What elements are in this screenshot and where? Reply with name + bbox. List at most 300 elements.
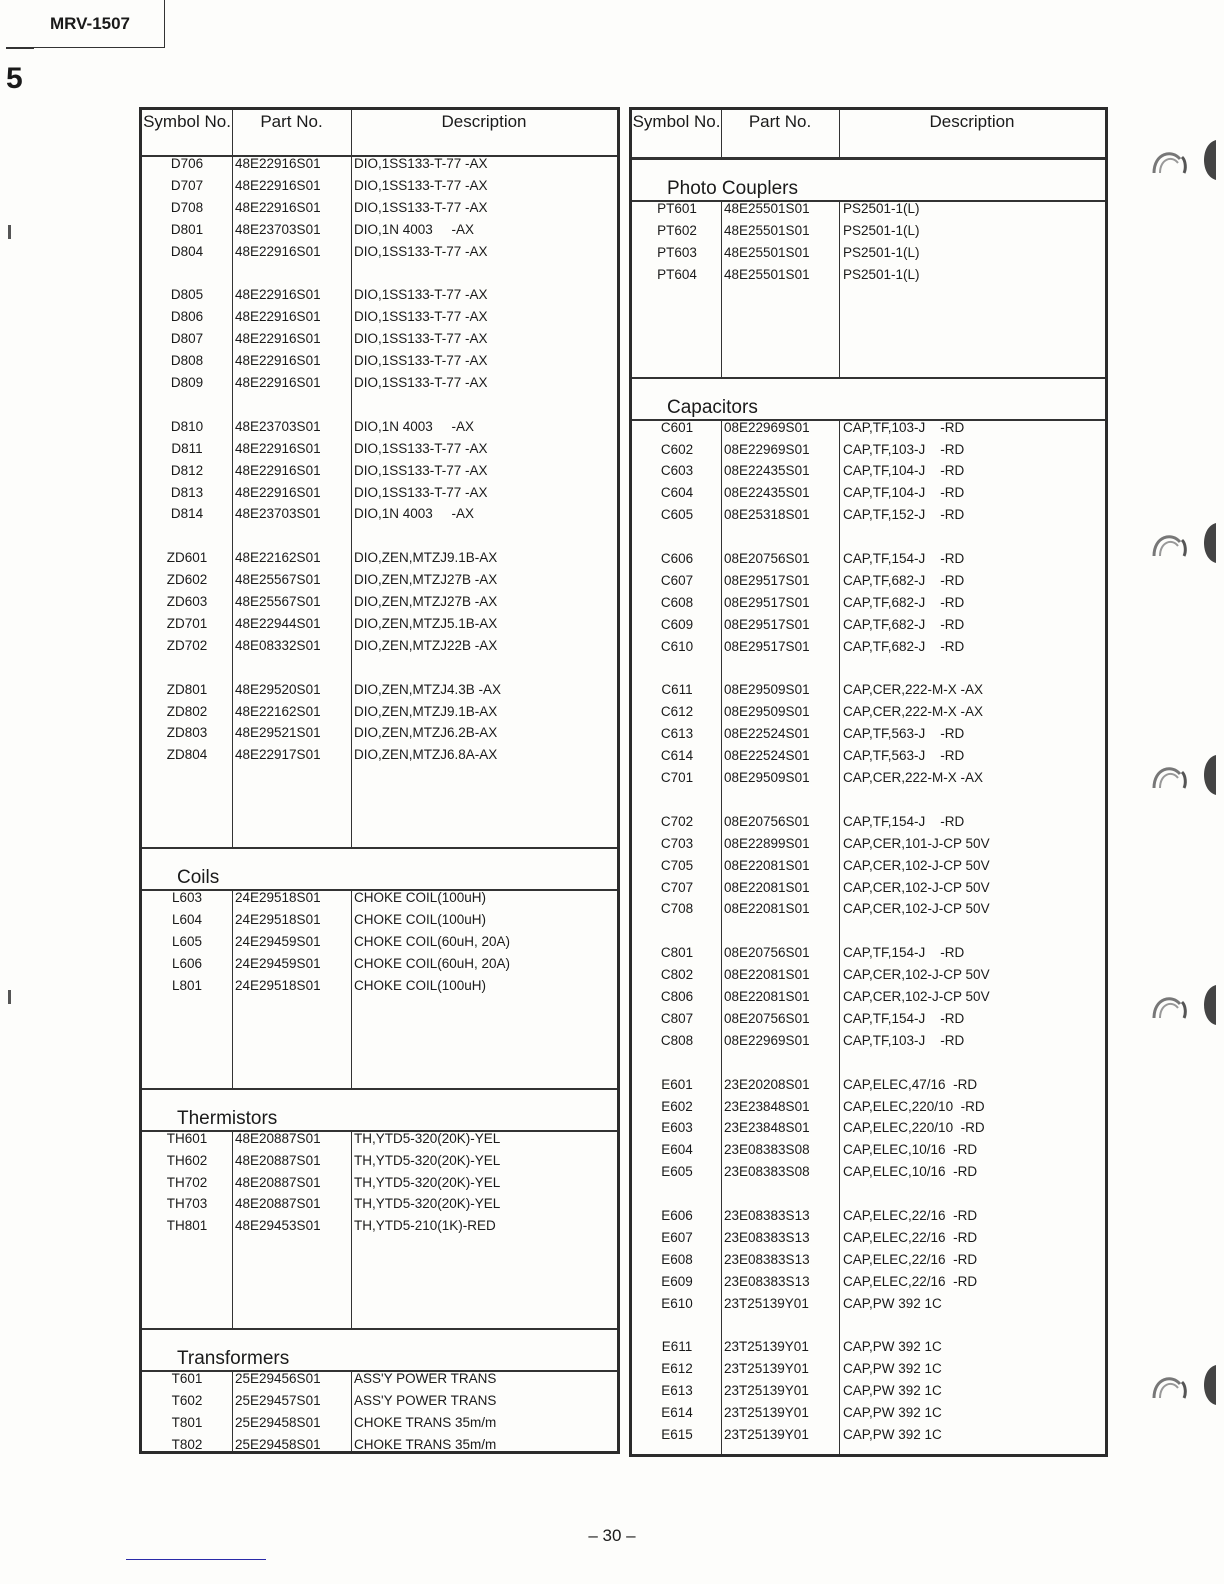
part-number: 08E20756S01 (724, 813, 810, 829)
binder-hole-icon (1196, 523, 1216, 563)
binder-ring-icon (1150, 145, 1190, 177)
description: DIO,1SS133-T-77 -AX (354, 375, 488, 390)
table-row (632, 482, 1105, 504)
part-number: 48E22916S01 (235, 177, 321, 193)
table-row (142, 1215, 617, 1237)
symbol-number: T802 (171, 1436, 203, 1452)
table-row (632, 1402, 1105, 1424)
table-row (632, 264, 1105, 286)
description: CAP,ELEC,22/16 -RD (843, 1273, 978, 1289)
symbol-number: E611 (661, 1339, 693, 1355)
table-row (632, 1205, 1105, 1227)
table-row (632, 1380, 1105, 1402)
symbol-number: E613 (661, 1383, 693, 1399)
table-row (142, 306, 617, 328)
table-row (632, 1074, 1105, 1096)
part-number: 23E08383S13 (724, 1208, 810, 1223)
table-row (632, 1161, 1105, 1183)
description: CAP,CER,102-J-CP 50V (843, 989, 990, 1004)
symbol-number: ZD802 (166, 703, 208, 719)
symbol-number: L606 (171, 955, 203, 971)
description: CAP,TF,154-J -RD (843, 551, 965, 566)
parts-table-left (139, 107, 620, 1454)
column-header-desc: Description (929, 112, 1015, 131)
part-number: 48E22944S01 (235, 615, 321, 631)
part-number: 24E29459S01 (235, 934, 321, 949)
symbol-number: C607 (660, 572, 694, 588)
description: CAP,TF,154-J -RD (843, 945, 965, 961)
description: CAP,PW 392 1C (843, 1405, 942, 1421)
description: CAP,ELEC,22/16 -RD (843, 1208, 978, 1223)
binder-ring-icon (1150, 990, 1190, 1022)
table-row (632, 701, 1105, 723)
table-row (142, 219, 617, 241)
table-row (142, 1434, 617, 1456)
symbol-number: TH601 (166, 1130, 208, 1146)
part-number: 23E20208S01 (724, 1076, 810, 1092)
part-number: 23T25139Y01 (724, 1427, 809, 1442)
part-number: 08E22524S01 (724, 748, 810, 764)
description: DIO,1SS133-T-77 -AX (354, 156, 488, 171)
description: PS2501-1(L) (843, 222, 920, 238)
symbol-number: C611 (661, 682, 693, 698)
symbol-number: T801 (171, 1415, 203, 1430)
symbol-number: C701 (660, 770, 694, 785)
table-row (142, 1368, 617, 1390)
binder-hole-icon (1196, 140, 1216, 180)
description: DIO,1SS133-T-77 -AX (354, 331, 488, 347)
part-number: 23T25139Y01 (724, 1405, 809, 1421)
table-row (142, 547, 617, 569)
symbol-number: E607 (661, 1229, 693, 1245)
table-row (632, 855, 1105, 877)
table-row (632, 1271, 1105, 1293)
description: TH,YTD5-320(20K)-YEL (354, 1152, 501, 1168)
symbol-number: L604 (171, 912, 203, 928)
table-row (142, 438, 617, 460)
model-label: MRV-1507 (6, 0, 165, 48)
part-number: 48E29521S01 (235, 725, 321, 741)
part-number: 25E29457S01 (235, 1393, 321, 1409)
table-row (142, 744, 617, 766)
table-row (632, 767, 1105, 789)
symbol-number: L605 (171, 934, 203, 949)
description: ASS'Y POWER TRANS (354, 1393, 497, 1409)
description: CAP,ELEC,220/10 -RD (843, 1098, 985, 1114)
table-row (632, 417, 1105, 439)
table-row (632, 1008, 1105, 1030)
symbol-number: PT604 (657, 266, 697, 282)
description: DIO,ZEN,MTZJ27B -AX (354, 572, 498, 588)
description: CAP,ELEC,47/16 -RD (843, 1076, 978, 1092)
description: CAP,TF,682-J -RD (843, 638, 965, 654)
section-header (142, 1328, 617, 1372)
description: CHOKE TRANS 35m/m (354, 1415, 497, 1430)
part-number: 08E29517S01 (724, 638, 810, 654)
description: DIO,1SS133-T-77 -AX (354, 243, 488, 259)
table-row (142, 460, 617, 482)
description: DIO,ZEN,MTZJ6.2B-AX (354, 725, 498, 741)
description: CAP,CER,222-M-X -AX (843, 682, 984, 698)
part-number: 08E25318S01 (724, 507, 810, 523)
description: CAP,CER,102-J-CP 50V (843, 967, 990, 983)
symbol-number: TH703 (166, 1196, 208, 1212)
section-title: Photo Couplers (667, 178, 798, 199)
part-number: 48E20887S01 (235, 1130, 321, 1146)
description: CHOKE COIL(100uH) (354, 890, 487, 906)
column-header-desc: Description (441, 112, 527, 131)
part-number: 08E22969S01 (724, 1032, 810, 1048)
symbol-number: C602 (660, 441, 694, 457)
description: CAP,ELEC,10/16 -RD (843, 1164, 978, 1180)
symbol-number: PT603 (657, 244, 697, 260)
section-header (632, 158, 1105, 202)
binder-ring-icon (1150, 760, 1190, 792)
part-number: 48E23703S01 (235, 221, 321, 237)
symbol-number: E601 (661, 1076, 693, 1092)
description: CAP,ELEC,22/16 -RD (843, 1251, 978, 1267)
description: DIO,1SS133-T-77 -AX (354, 309, 488, 325)
description: DIO,ZEN,MTZJ5.1B-AX (354, 615, 498, 631)
part-number: 08E29517S01 (724, 594, 810, 610)
description: CHOKE COIL(100uH) (354, 912, 487, 928)
symbol-number: T602 (171, 1393, 203, 1409)
description: DIO,ZEN,MTZJ27B -AX (354, 594, 498, 609)
part-number: 08E22969S01 (724, 441, 810, 457)
symbol-number: E610 (661, 1295, 693, 1311)
part-number: 08E29509S01 (724, 704, 810, 720)
table-row (632, 198, 1105, 220)
description: CAP,TF,103-J -RD (843, 441, 965, 457)
table-row (142, 1172, 617, 1194)
part-number: 48E22916S01 (235, 331, 321, 347)
description: DIO,ZEN,MTZJ22B -AX (354, 637, 498, 653)
table-row (632, 460, 1105, 482)
description: PS2501-1(L) (843, 266, 920, 282)
page-number: – 30 – (588, 1526, 636, 1545)
description: PS2501-1(L) (843, 201, 920, 216)
table-row (142, 350, 617, 372)
section-header (142, 1088, 617, 1132)
description: CHOKE COIL(60uH, 20A) (354, 934, 511, 949)
description: CAP,CER,222-M-X -AX (843, 704, 984, 720)
part-number: 48E08332S01 (235, 637, 321, 653)
table-row (142, 679, 617, 701)
footer-rule (126, 1559, 266, 1560)
part-number: 48E20887S01 (235, 1152, 321, 1168)
symbol-number: ZD801 (166, 681, 208, 697)
part-number: 48E25501S01 (724, 244, 810, 260)
description: CAP,CER,102-J-CP 50V (843, 901, 990, 917)
symbol-number: C614 (660, 748, 694, 764)
symbol-number: D801 (170, 221, 204, 237)
table-row (632, 220, 1105, 242)
table-row (632, 745, 1105, 767)
symbol-number: C708 (660, 901, 694, 917)
symbol-number: C610 (660, 638, 694, 654)
table-row (142, 931, 617, 953)
symbol-number: C603 (660, 463, 694, 479)
symbol-number: D814 (170, 506, 204, 522)
table-row (142, 591, 617, 613)
symbol-number: ZD804 (166, 747, 208, 763)
symbol-number: T601 (171, 1371, 203, 1387)
description: CAP,PW 392 1C (843, 1383, 942, 1399)
description: CAP,TF,103-J -RD (843, 1032, 965, 1048)
symbol-number: D813 (170, 484, 204, 500)
description: ASS'Y POWER TRANS (354, 1371, 497, 1387)
symbol-number: C604 (660, 485, 694, 501)
symbol-number: ZD702 (166, 637, 208, 653)
part-number: 08E29509S01 (724, 682, 810, 698)
table-row (632, 1227, 1105, 1249)
description: DIO,1SS133-T-77 -AX (354, 484, 488, 500)
part-number: 08E22899S01 (724, 835, 810, 851)
description: DIO,1SS133-T-77 -AX (354, 287, 488, 303)
binder-ring-icon (1150, 528, 1190, 560)
table-row (142, 503, 617, 525)
description: PS2501-1(L) (843, 244, 920, 260)
part-number: 48E22916S01 (235, 309, 321, 325)
part-number: 08E22081S01 (724, 989, 810, 1004)
description: DIO,1N 4003 -AX (354, 418, 475, 434)
table-row (142, 284, 617, 306)
part-number: 25E29458S01 (235, 1415, 321, 1430)
part-number: 48E22916S01 (235, 353, 321, 369)
binder-hole-icon (1196, 1365, 1216, 1405)
part-number: 23T25139Y01 (724, 1361, 809, 1377)
table-row (632, 636, 1105, 658)
part-number: 08E22081S01 (724, 857, 810, 873)
table-row (632, 1249, 1105, 1271)
symbol-number: L801 (171, 977, 203, 993)
description: CAP,CER,222-M-X -AX (843, 770, 984, 785)
parts-table-right (629, 107, 1108, 1457)
table-row (632, 898, 1105, 920)
description: CAP,CER,102-J-CP 50V (843, 879, 990, 895)
part-number: 23E23848S01 (724, 1098, 810, 1114)
table-row (142, 372, 617, 394)
symbol-number: C705 (660, 857, 694, 873)
margin-mark (8, 990, 11, 1004)
section-header (632, 377, 1105, 421)
symbol-number: D811 (171, 440, 203, 456)
symbol-number: D805 (170, 287, 204, 303)
description: DIO,1SS133-T-77 -AX (354, 177, 488, 193)
symbol-number: C702 (660, 813, 694, 829)
symbol-number: ZD701 (166, 615, 208, 631)
table-row (142, 635, 617, 657)
part-number: 08E22524S01 (724, 726, 810, 742)
description: CAP,PW 392 1C (843, 1361, 942, 1377)
part-number: 48E23703S01 (235, 418, 321, 434)
description: CAP,TF,152-J -RD (843, 507, 965, 523)
section-title: Capacitors (667, 396, 758, 418)
table-row (142, 613, 617, 635)
column-header-part: Part No. (748, 112, 812, 131)
table-row (142, 1412, 617, 1434)
description: CHOKE COIL(60uH, 20A) (354, 955, 511, 971)
description: TH,YTD5-320(20K)-YEL (354, 1174, 501, 1190)
part-number: 48E25501S01 (724, 266, 810, 282)
symbol-number: D804 (170, 243, 204, 259)
description: DIO,ZEN,MTZJ9.1B-AX (354, 703, 498, 719)
description: CAP,TF,682-J -RD (843, 594, 965, 610)
symbol-number: E609 (661, 1273, 693, 1289)
description: TH,YTD5-320(20K)-YEL (354, 1130, 501, 1146)
table-row (142, 909, 617, 931)
symbol-number: PT601 (657, 201, 697, 216)
part-number: 23E08383S13 (724, 1229, 810, 1245)
symbol-number: C606 (660, 551, 694, 566)
symbol-number: D706 (170, 156, 204, 171)
part-number: 48E25567S01 (235, 594, 321, 609)
symbol-number: E602 (661, 1098, 693, 1114)
binder-hole-icon (1196, 985, 1216, 1025)
description: DIO,ZEN,MTZJ9.1B-AX (354, 550, 498, 566)
symbol-number: D806 (170, 309, 204, 325)
description: DIO,1SS133-T-77 -AX (354, 199, 488, 215)
part-number: 48E22916S01 (235, 375, 321, 390)
table-row (632, 942, 1105, 964)
section-header (142, 847, 617, 891)
table-row (142, 953, 617, 975)
tab-underline (6, 48, 34, 49)
part-number: 23E08383S08 (724, 1164, 810, 1180)
column-header-symbol: Symbol No. (143, 112, 231, 131)
table-row (632, 570, 1105, 592)
symbol-number: PT602 (657, 222, 697, 238)
section-title: Thermistors (177, 1107, 278, 1129)
symbol-number: D807 (170, 331, 204, 347)
table-row (632, 986, 1105, 1008)
description: CAP,TF,563-J -RD (843, 726, 965, 742)
symbol-number: C808 (660, 1032, 694, 1048)
description: DIO,1SS133-T-77 -AX (354, 440, 488, 456)
symbol-number: ZD601 (166, 550, 208, 566)
description: CAP,ELEC,22/16 -RD (843, 1229, 978, 1245)
binder-ring-icon (1150, 1370, 1190, 1402)
table-row (142, 1150, 617, 1172)
table-row (632, 723, 1105, 745)
part-number: 08E29517S01 (724, 616, 810, 632)
table-row (632, 439, 1105, 461)
symbol-number: E604 (661, 1142, 693, 1158)
part-number: 08E22081S01 (724, 901, 810, 917)
table-row (632, 1139, 1105, 1161)
symbol-number: D708 (170, 199, 204, 215)
part-number: 48E22916S01 (235, 199, 321, 215)
part-number: 48E25501S01 (724, 201, 810, 216)
symbol-number: E615 (661, 1427, 693, 1442)
table-row (142, 722, 617, 744)
symbol-number: C703 (660, 835, 694, 851)
table-row (632, 1358, 1105, 1380)
part-number: 48E22916S01 (235, 484, 321, 500)
part-number: 48E22917S01 (235, 747, 321, 763)
table-row (632, 504, 1105, 526)
table-row (632, 1030, 1105, 1052)
symbol-number: C613 (660, 726, 694, 742)
table-row (142, 241, 617, 263)
description: DIO,ZEN,MTZJ4.3B -AX (354, 681, 502, 697)
table-row (632, 877, 1105, 899)
description: CAP,CER,101-J-CP 50V (843, 835, 990, 851)
part-number: 23T25139Y01 (724, 1339, 809, 1355)
part-number: 23T25139Y01 (724, 1383, 809, 1399)
table-row (632, 1293, 1105, 1315)
description: CHOKE TRANS 35m/m (354, 1436, 497, 1452)
part-number: 08E22969S01 (724, 419, 810, 435)
symbol-number: D812 (170, 462, 204, 478)
description: CAP,PW 392 1C (843, 1427, 942, 1442)
description: DIO,ZEN,MTZJ6.8A-AX (354, 747, 498, 763)
part-number: 48E22916S01 (235, 287, 321, 303)
description: CHOKE COIL(100uH) (354, 977, 487, 993)
description: CAP,TF,154-J -RD (843, 1010, 965, 1026)
table-row (632, 242, 1105, 264)
symbol-number: E606 (661, 1208, 693, 1223)
symbol-number: E608 (661, 1251, 693, 1267)
part-number: 48E23703S01 (235, 506, 321, 522)
part-number: 48E22162S01 (235, 703, 321, 719)
table-row (142, 197, 617, 219)
column-header-symbol: Symbol No. (632, 112, 721, 131)
part-number: 08E22081S01 (724, 879, 810, 895)
symbol-number: C801 (660, 945, 694, 961)
section-title: Coils (177, 867, 220, 889)
table-row (142, 887, 617, 909)
symbol-number: TH702 (166, 1174, 208, 1190)
symbol-number: C806 (660, 989, 694, 1004)
part-number: 48E22916S01 (235, 462, 321, 478)
symbol-number: C609 (660, 616, 694, 632)
table-row (142, 1390, 617, 1412)
part-number: 08E20756S01 (724, 945, 810, 961)
part-number: 08E20756S01 (724, 551, 810, 566)
part-number: 23E08383S08 (724, 1142, 810, 1158)
part-number: 24E29518S01 (235, 890, 321, 906)
symbol-number: D808 (170, 353, 204, 369)
description: CAP,TF,103-J -RD (843, 419, 965, 435)
table-row (142, 569, 617, 591)
description: CAP,TF,563-J -RD (843, 748, 965, 764)
description: CAP,ELEC,10/16 -RD (843, 1142, 978, 1158)
description: CAP,TF,104-J -RD (843, 463, 965, 479)
table-row (632, 1424, 1105, 1446)
symbol-number: TH801 (166, 1218, 208, 1234)
symbol-number: E603 (661, 1120, 693, 1136)
part-number: 48E20887S01 (235, 1174, 321, 1190)
description: CAP,PW 392 1C (843, 1339, 942, 1355)
description: CAP,CER,102-J-CP 50V (843, 857, 990, 873)
description: CAP,TF,104-J -RD (843, 485, 965, 501)
part-number: 23E08383S13 (724, 1251, 810, 1267)
margin-mark (8, 225, 11, 239)
table-row (632, 1117, 1105, 1139)
column-header-part: Part No. (260, 112, 323, 131)
table-row (632, 964, 1105, 986)
table-row (632, 679, 1105, 701)
symbol-number: ZD602 (166, 572, 208, 588)
description: DIO,1SS133-T-77 -AX (354, 462, 488, 478)
description: CAP,TF,682-J -RD (843, 616, 965, 632)
part-number: 08E29517S01 (724, 572, 810, 588)
table-row (142, 1128, 617, 1150)
description: CAP,TF,682-J -RD (843, 572, 965, 588)
symbol-number: ZD603 (166, 594, 208, 609)
symbol-number: TH602 (166, 1152, 208, 1168)
